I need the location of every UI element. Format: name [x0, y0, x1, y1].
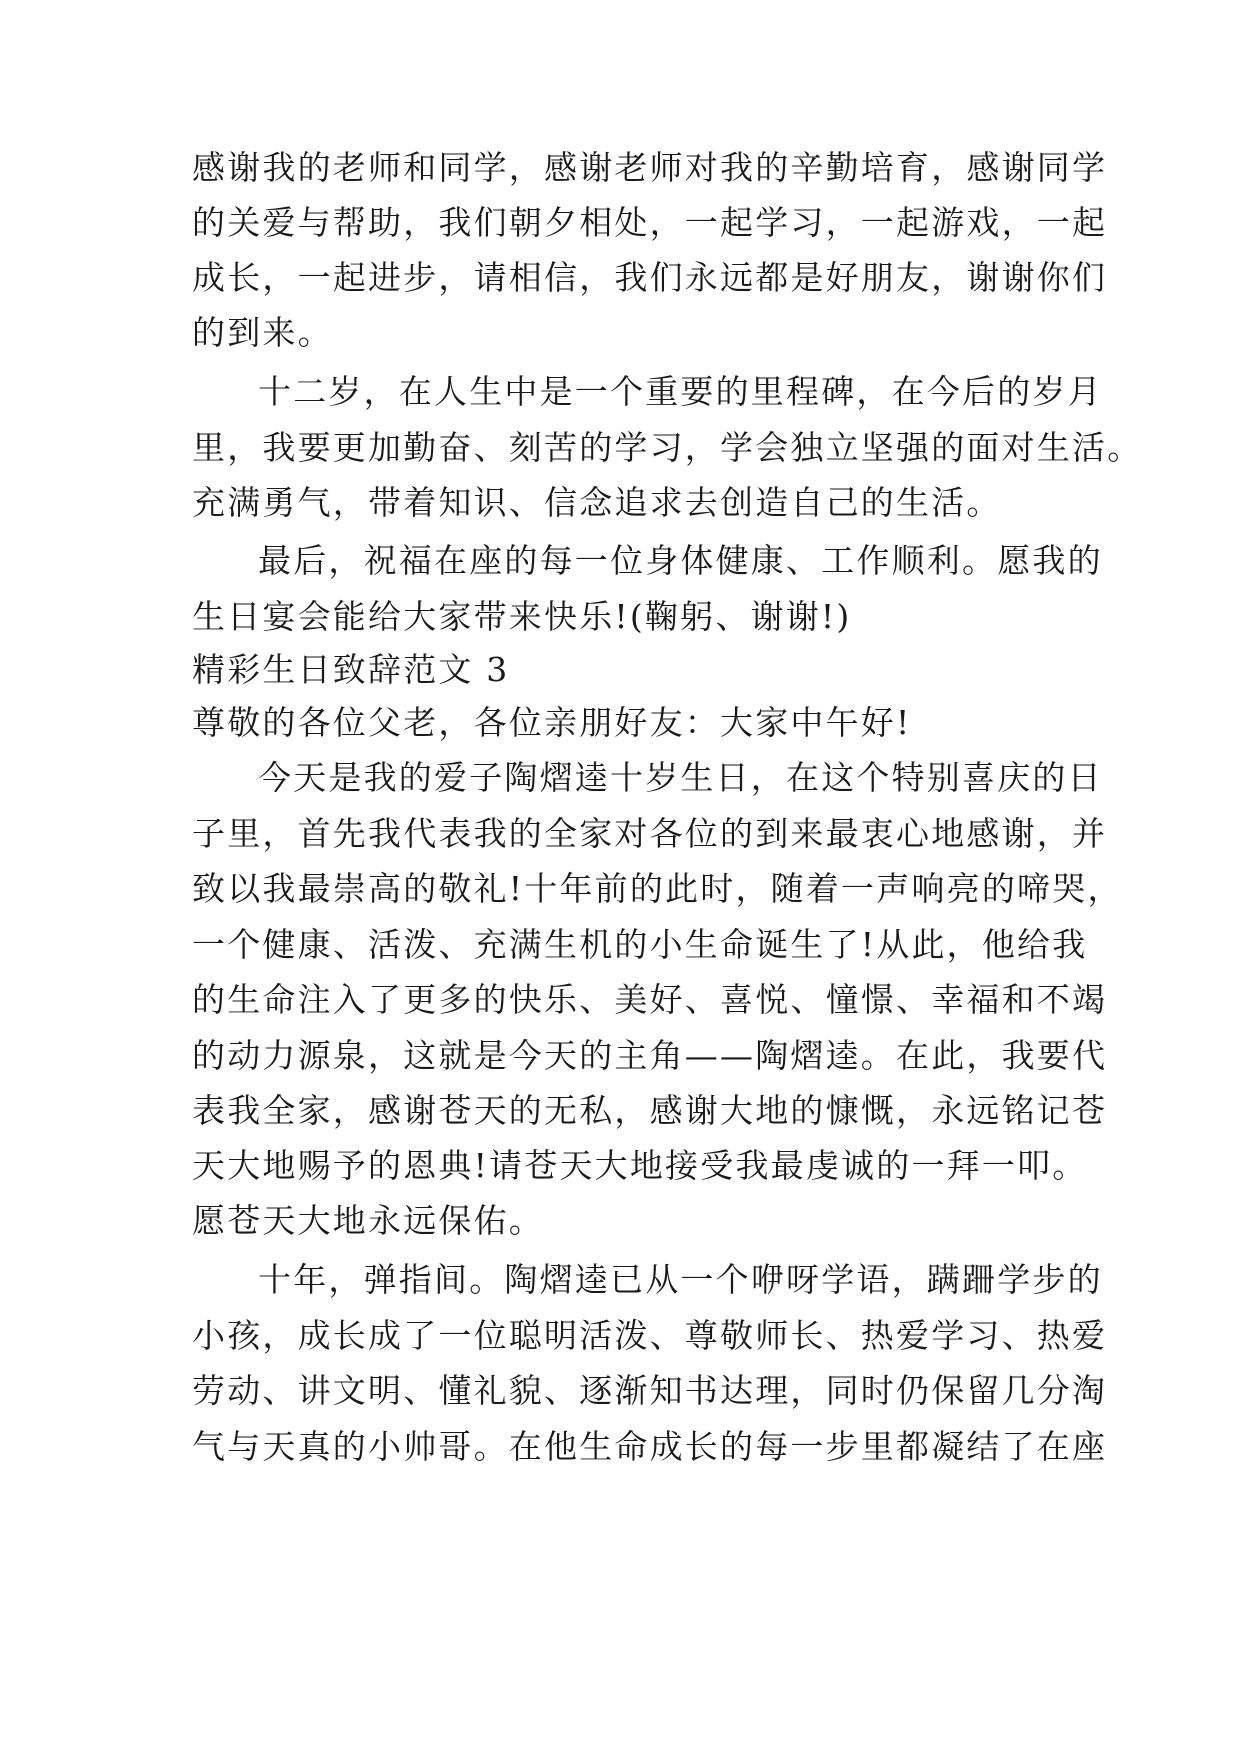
text-line: 气与天真的小帅哥。在他生命成长的每一步里都凝结了在座 [192, 1427, 1108, 1466]
salutation: 尊敬的各位父老，各位亲朋好友：大家中午好! [192, 703, 912, 742]
text-line: 充满勇气，带着知识、信念追求去创造自己的生活。 [192, 483, 1002, 522]
section-heading: 精彩生日致辞范文 3 [192, 650, 510, 689]
text-line: 感谢我的老师和同学，感谢老师对我的辛勤培育，感谢同学 [192, 148, 1108, 187]
text-line: 里，我要更加勤奋、刻苦的学习，学会独立坚强的面对生活。 [192, 428, 1143, 467]
text-line: 愿苍天大地永远保佑。 [192, 1201, 544, 1240]
paragraph-first-line: 最后，祝福在座的每一位身体健康、工作顺利。愿我的 [258, 541, 1103, 580]
text-line: 的关爱与帮助，我们朝夕相处，一起学习，一起游戏，一起 [192, 203, 1108, 242]
text-line: 的生命注入了更多的快乐、美好、喜悦、憧憬、幸福和不竭 [192, 980, 1108, 1019]
text-line: 致以我最崇高的敬礼!十年前的此时，随着一声响亮的啼哭， [192, 869, 1123, 908]
paragraph-first-line: 十年，弹指间。陶熠逵已从一个咿呀学语，蹒跚学步的 [258, 1260, 1103, 1299]
text-line: 成长，一起进步，请相信，我们永远都是好朋友，谢谢你们 [192, 258, 1108, 297]
text-line: 表我全家，感谢苍天的无私，感谢大地的慷慨，永远铭记苍 [192, 1091, 1108, 1130]
text-line: 生日宴会能给大家带来快乐!(鞠躬、谢谢!) [192, 597, 852, 636]
paragraph-first-line: 十二岁，在人生中是一个重要的里程碑，在今后的岁月 [258, 372, 1103, 411]
text-line: 子里，首先我代表我的全家对各位的到来最衷心地感谢，并 [192, 814, 1108, 853]
paragraph-first-line: 今天是我的爱子陶熠逵十岁生日，在这个特别喜庆的日 [258, 758, 1103, 797]
text-line: 的动力源泉，这就是今天的主角——陶熠逵。在此，我要代 [192, 1036, 1108, 1075]
text-line: 一个健康、活泼、充满生机的小生命诞生了!从此，他给我 [192, 925, 1088, 964]
text-line: 的到来。 [192, 313, 333, 352]
text-line: 劳动、讲文明、懂礼貌、逐渐知书达理，同时仍保留几分淘 [192, 1371, 1108, 1410]
text-line: 天大地赐予的恩典!请苍天大地接受我最虔诚的一拜一叩。 [192, 1146, 1088, 1185]
text-line: 小孩，成长成了一位聪明活泼、尊敬师长、热爱学习、热爱 [192, 1316, 1108, 1355]
